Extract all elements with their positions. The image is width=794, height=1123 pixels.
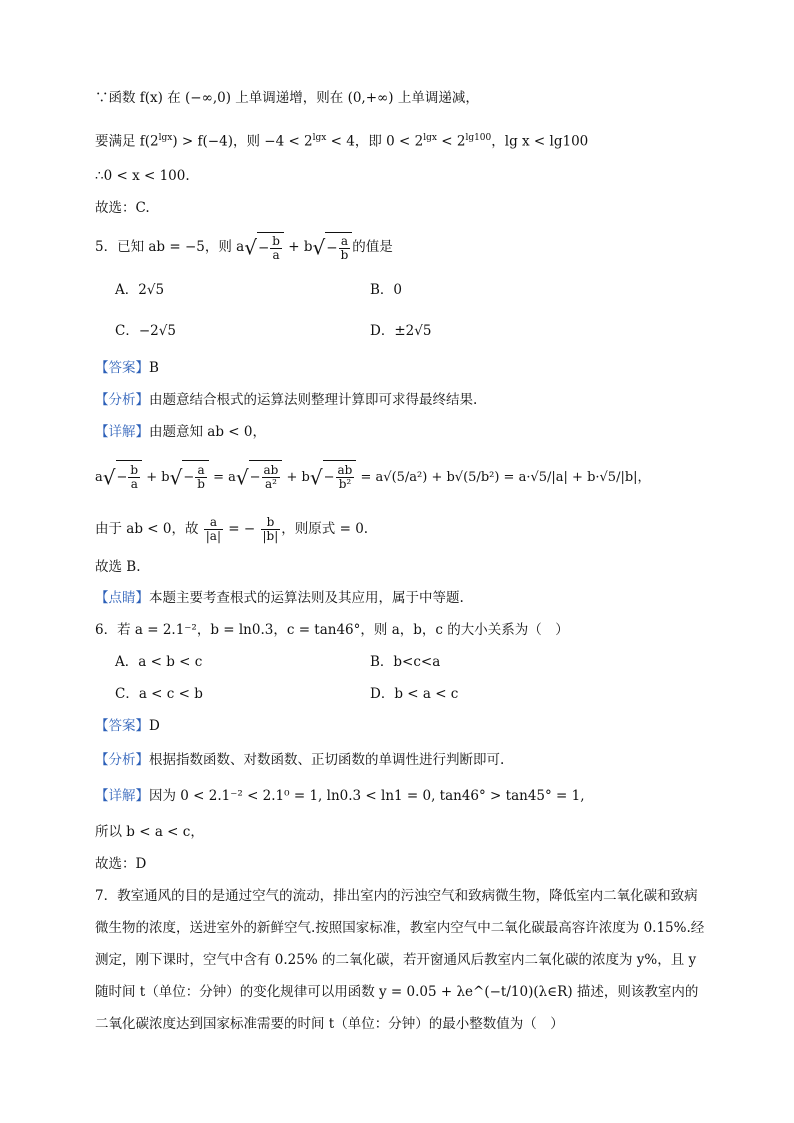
option-b: B．b<c<a: [370, 654, 441, 670]
question-7-stem: 7．教室通风的目的是通过空气的流动，排出室内的污浊空气和致病微生物，降低室内二氧化碳和致病微生物的浓度，送进室外的新鲜空气.按照国家标准，教室内空气中二氧化碳最高容许浓度为 0.15%.经测定，刚下课时，空气中含有 0.25% 的二氧化碳，若开窗通风后教室内二氧化碳的浓度为 y%，且 y 随时间 t（单位：分钟）的变化规律可以用函数 y = 0.05 + λe^(−t/10)(λ∈R) 描述，则该教室内的二氧化碳浓度达到国家标准需要的时间 t（单位：分钟）的最小整数值为（ ）: [95, 888, 705, 1032]
superscript: lgx: [158, 133, 173, 143]
text-line-conclusion: ∴0 < x < 100.: [95, 168, 190, 184]
answer-value: B: [149, 360, 159, 376]
radical: √− $\frac{b}{a}$: [244, 232, 284, 263]
option-a: A．2√5: [115, 282, 165, 298]
answer-tag: 【答案】: [95, 718, 149, 734]
text-fragment: + b: [283, 239, 313, 255]
text-fragment: < 4，即 0 < 2: [326, 133, 424, 150]
remark-text: 本题主要考查根式的运算法则及其应用，属于中等题.: [149, 590, 464, 606]
superscript: lgx: [423, 133, 437, 143]
choose-line: 故选 B.: [95, 559, 141, 575]
text-line-choice: 故选：C.: [95, 200, 150, 216]
detail-line: [95, 786, 754, 806]
text-fragment: 由于 ab < 0，故: [95, 521, 199, 537]
text-fragment: ，lg x < lg100: [491, 133, 589, 150]
because-line: 由于 ab < 0，故 $\frac{a}{|a|}$ = − $\frac{b}{|b|}$ ，则原式 = 0.: [95, 515, 369, 543]
answer-line: [95, 358, 754, 378]
text-line-condition: [95, 128, 754, 152]
analysis-text: 根据指数函数、对数函数、正切函数的单调性进行判断即可.: [149, 752, 505, 768]
calculation-line: a√− $\frac{b}{a}$ + b√− $\frac{a}{b}$ = a√− $\frac{ab}{\text{a²}}$ + b√− $\frac{ab}{\text{b²}}$ = a√(5/a²) + b√(5/b²) = a·√5/|a| + b·√5/|b|，: [95, 460, 754, 495]
option-c: C．−2√5: [115, 323, 176, 339]
question-5-stem: [95, 232, 754, 263]
remark-tag: 【点睛】: [95, 590, 149, 606]
analysis-text: 由题意结合根式的运算法则整理计算即可求得最终结果.: [149, 392, 478, 408]
text-line-monotonic: ∵函数 f(x) 在 (−∞,0) 上单调递增，则在 (0,+∞) 上单调递减，: [95, 90, 479, 106]
detail-line: [95, 422, 754, 442]
text-fragment: 5．已知 ab = −5，则 a: [95, 239, 245, 255]
choose-line: 故选：D: [95, 856, 147, 872]
calculation-text: = a√(5/a²) + b√(5/b²) = a·√5/|a| + b·√5/|b|，: [360, 470, 651, 485]
answer-line: [95, 716, 754, 736]
answer-value: D: [149, 718, 160, 734]
analysis-tag: 【分析】: [95, 392, 149, 408]
question-6-stem: 6．若 a = 2.1⁻²，b = ln0.3，c = tan46°，则 a，b，c 的大小关系为（ ）: [95, 622, 569, 638]
option-d: D．b < a < c: [370, 686, 459, 702]
radical: √− $\frac{a}{b}$: [313, 232, 353, 263]
answer-tag: 【答案】: [95, 360, 149, 376]
superscript: lg100: [465, 133, 492, 143]
option-b: B．0: [370, 282, 403, 298]
analysis-line: [95, 390, 754, 410]
text-fragment: ) > f(−4)，则 −4 < 2: [172, 133, 313, 150]
option-d: D．±2√5: [370, 323, 432, 339]
remark-line: [95, 588, 754, 608]
detail-text: 由题意知 ab < 0，: [149, 424, 266, 440]
superscript: lgx: [312, 133, 327, 143]
detail-tag: 【详解】: [95, 788, 149, 804]
text-fragment: 的值是: [352, 239, 393, 255]
option-a: A．a < b < c: [115, 654, 203, 670]
text-fragment: 要满足 f(2: [95, 133, 159, 150]
so-line: 所以 b < a < c，: [95, 824, 204, 840]
option-c: C．a < c < b: [115, 686, 203, 702]
detail-tag: 【详解】: [95, 424, 149, 440]
detail-text: 因为 0 < 2.1⁻² < 2.1⁰ = 1, ln0.3 < ln1 = 0, tan46° > tan45° = 1,: [149, 788, 585, 804]
text-fragment: < 2: [436, 133, 466, 150]
analysis-tag: 【分析】: [95, 752, 149, 768]
analysis-line: [95, 750, 754, 770]
text-fragment: ，则原式 = 0.: [281, 521, 369, 537]
